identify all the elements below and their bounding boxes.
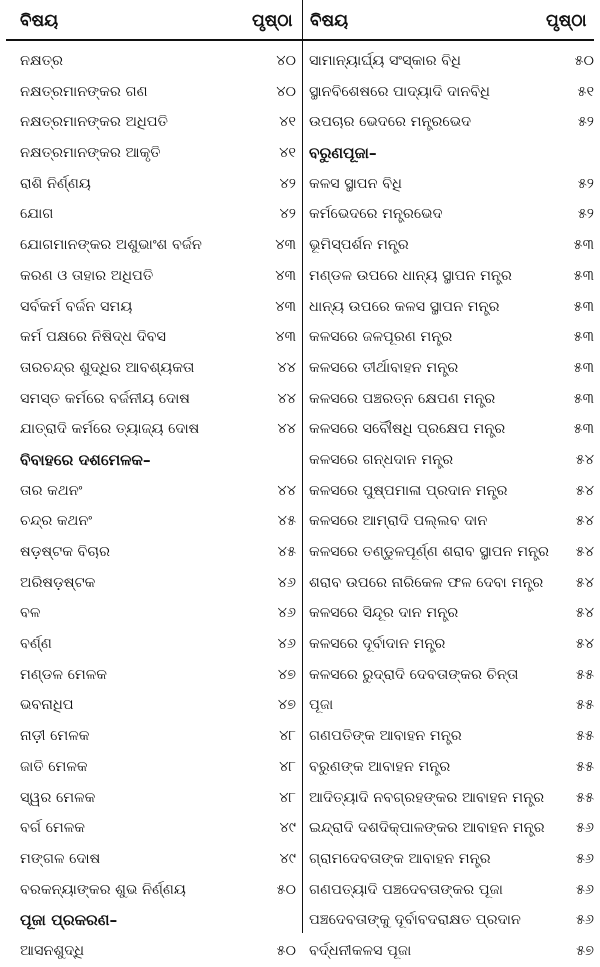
toc-entry-page: ୪୨ (279, 206, 296, 223)
toc-entry-page: ୫୪ (575, 636, 594, 653)
toc-entry-title: ଅରିଷଡ଼ଷ୍ଟକ (20, 574, 96, 591)
toc-entry (303, 506, 600, 537)
toc-entry-page: ୪୩ (275, 237, 296, 254)
toc-entry-page: ୪୪ (277, 359, 296, 376)
toc-entry-page: ୪୪ (277, 390, 296, 407)
toc-entry-page: ୪୦ (276, 83, 296, 100)
toc-section-heading (0, 905, 302, 936)
toc-entry (303, 905, 600, 936)
toc-entry-title: ମଙ୍ଗଳ ଦୋଷ (20, 850, 101, 867)
toc-entry (303, 322, 600, 353)
toc-entry-title: ବର୍ଣ୍ଣ (20, 636, 52, 653)
toc-entry-title: କଳସରେ ଆମ୍ରାଦି ପଲ୍ଲବ ଦାନ (309, 513, 488, 530)
toc-entry (303, 77, 600, 108)
toc-entry-title: ବରୁଣପୂଜା– (309, 144, 377, 163)
toc-entry-title: କଳସରେ ପଞ୍ଚରତ୍ନ କ୍ଷେପଣ ମନ୍ତ୍ର (309, 390, 496, 407)
toc-entry-title: କଳସରେ ସର୍ବୌଷଧି ପ୍ରକ୍ଷେପ ମନ୍ତ୍ର (309, 421, 506, 438)
toc-entry-title: ସ୍ଥାନବିଶେଷରେ ପାଦ୍ୟାଦି ଦାନବିଧି (309, 83, 490, 100)
toc-entry-title: ଜାତି ମେଳକ (20, 758, 88, 775)
toc-entry (0, 598, 302, 629)
toc-entry-title: ତାରଚନ୍ଦ୍ର ଶୁଦ୍ଧିର ଆବଶ୍ୟକତା (20, 359, 195, 376)
toc-entry-title: ଯୋଗ (20, 206, 54, 223)
toc-entry-title: ବିବାହରେ ଦଶମେଳକ– (20, 450, 151, 469)
toc-entry (0, 721, 302, 752)
toc-entry-page: ୫୫ (575, 789, 594, 806)
toc-entry-page: ୫୨ (577, 114, 594, 131)
toc-entry-title: ଷଡ଼ଷ୍ଟକ ବିଚାର (20, 544, 110, 560)
toc-entry-page: ୫୫ (575, 666, 594, 683)
toc-entry-title: ଗ୍ରାମଦେବତାଙ୍କ ଆବାହନ ମନ୍ତ୍ର (309, 850, 491, 867)
toc-entry-title: ନକ୍ଷତ୍ରମାନଙ୍କର ଆକୃତି (20, 145, 161, 162)
toc-entry-page: ୪୩ (275, 329, 296, 346)
page-heading-left: ପୃଷ୍ଠା (252, 11, 293, 31)
toc-entry-page: ୪୫ (277, 513, 296, 530)
toc-entry (0, 660, 302, 691)
toc-entry (0, 353, 302, 384)
toc-entry (303, 230, 600, 261)
toc-entry-title: ଧାନ୍ୟ ଉପରେ କଳସ ସ୍ଥାପନ ମନ୍ତ୍ର (309, 298, 500, 315)
toc-section-heading (0, 445, 302, 476)
toc-entry-page: ୫୪ (575, 574, 594, 591)
toc-entry-title: କଳସ ସ୍ଥାପନ ବିଧି (309, 175, 402, 192)
toc-entry (303, 169, 600, 200)
toc-entry (303, 752, 600, 783)
toc-entry-page: ୫୫ (575, 728, 594, 745)
toc-entry-page: ୫୦ (574, 53, 594, 69)
toc-entry (303, 721, 600, 752)
toc-entry (303, 537, 600, 568)
subject-heading-left: ବିଷୟ (20, 11, 59, 31)
toc-entry-page: ୫୪ (575, 605, 594, 622)
toc-entry (303, 690, 600, 721)
toc-entry-title: କଳସରେ ତଣ୍ଡୁଳପୂର୍ଣ୍ଣ ଶରାବ ସ୍ଥାପନ ମନ୍ତ୍ର (309, 544, 550, 560)
toc-entry-title: କଳସରେ ରୁଦ୍ରାଦି ଦେବତାଙ୍କର ଚିନ୍ତା (309, 666, 519, 683)
toc-section-heading (303, 138, 600, 169)
toc-entry-title: ଚନ୍ଦ୍ର କଥନଂ (20, 513, 93, 530)
toc-entry-title: ସର୍ବକର୍ମ ବର୍ଜନ ସମୟ (20, 298, 133, 315)
toc-entry-title: ପୂଜା (309, 697, 334, 714)
toc-entry-title: ଗଣପତ୍ୟାଦି ପଞ୍ଚଦେବତାଙ୍କର ପୂଜା (309, 881, 503, 898)
toc-entry-page: ୫୪ (575, 482, 594, 499)
right-column (303, 46, 600, 967)
toc-entry (0, 813, 302, 844)
toc-entry-title: ବର୍ଦ୍ଧନୀକଳସ ପୂଜା (309, 942, 412, 959)
toc-entry (303, 568, 600, 599)
toc-entry-page: ୪୭ (277, 697, 296, 714)
toc-entry-page: ୪୯ (279, 820, 296, 837)
toc-entry-title: ଭୂମିସ୍ପର୍ଶନ ମନ୍ତ୍ର (309, 237, 409, 254)
toc-entry-title: କରଣ ଓ ତାହାର ଅଧିପତି (20, 267, 154, 284)
toc-entry-page: ୫୭ (576, 942, 594, 959)
toc-entry-page: ୫୨ (577, 206, 594, 223)
toc-entry (303, 353, 600, 384)
toc-entry (0, 844, 302, 875)
toc-entry-title: କଳସରେ ଦୂର୍ବାଦାନ ମନ୍ତ୍ର (309, 636, 446, 653)
toc-entry-page: ୪୭ (277, 666, 296, 683)
toc-entry-title: ପୂଜା ପ୍ରକରଣ– (20, 911, 118, 930)
toc-entry (0, 292, 302, 323)
toc-entry-title: ବରକନ୍ୟାଙ୍କର ଶୁଭ ନିର୍ଣ୍ଣୟ (20, 881, 186, 898)
toc-entry-title: ସମସ୍ତ କର୍ମରେ ବର୍ଜନୀୟ ଦୋଷ (20, 390, 191, 407)
toc-entry (0, 384, 302, 415)
toc-entry-title: ମଣ୍ଡଳ ଉପରେ ଧାନ୍ୟ ସ୍ଥାପନ ମନ୍ତ୍ର (309, 267, 512, 284)
toc-entry (303, 476, 600, 507)
toc-entry-page: ୫୩ (573, 267, 594, 284)
toc-entry-title: ନକ୍ଷତ୍ରମାନଙ୍କର ଅଧିପତି (20, 114, 168, 131)
toc-entry-title: ପଞ୍ଚଦେବତାଙ୍କୁ ଦୂର୍ବାବଦରାକ୍ଷତ ପ୍ରଦାନ (309, 912, 521, 929)
toc-entry (303, 844, 600, 875)
toc-entry (303, 292, 600, 323)
toc-entry-title: କଳସରେ ପୁଷ୍ପମାଳା ପ୍ରଦାନ ମନ୍ତ୍ର (309, 482, 508, 499)
toc-entry-title: ଯାତ୍ରାଦି କର୍ମରେ ତ୍ୟାଜ୍ୟ ଦୋଷ (20, 421, 200, 438)
toc-entry-title: କର୍ମ ପକ୍ଷରେ ନିଷିଦ୍ଧ ଦିବସ (20, 329, 167, 346)
table-header (0, 8, 600, 34)
toc-entry (303, 107, 600, 138)
toc-entry-title: ଆସନଶୁଦ୍ଧି (20, 942, 85, 959)
toc-entry-page: ୫୫ (575, 758, 594, 775)
toc-entry (0, 199, 302, 230)
toc-entry (0, 107, 302, 138)
toc-entry-title: ନାଡ଼ୀ ମେଳକ (20, 728, 90, 745)
toc-entry (0, 690, 302, 721)
toc-entry-page: ୪୬ (277, 574, 296, 591)
toc-entry-page: ୪୦ (276, 53, 296, 69)
toc-entry (0, 322, 302, 353)
toc-entry (0, 261, 302, 292)
toc-entry-title: ଯୋଗମାନଙ୍କର ଅଶୁଭାଂଶ ବର୍ଜନ (20, 237, 202, 254)
subject-heading-right: ବିଷୟ (310, 11, 349, 31)
toc-entry (0, 629, 302, 660)
toc-entry-title: ରାଶି ନିର୍ଣ୍ଣୟ (20, 175, 91, 192)
toc-entry-title: ଶରାବ ଉପରେ ନାରିକେଳ ଫଳ ଦେବା ମନ୍ତ୍ର (309, 574, 544, 591)
toc-entry-page: ୪୬ (277, 605, 296, 622)
toc-entry (0, 414, 302, 445)
toc-entry (303, 598, 600, 629)
toc-entry-page: ୫୩ (573, 359, 594, 376)
toc-entry (0, 230, 302, 261)
toc-entry-page: ୫୦ (276, 881, 296, 898)
toc-entry (303, 783, 600, 814)
toc-entry-title: ବରୁଣଙ୍କ ଆବାହନ ମନ୍ତ୍ର (309, 758, 451, 775)
toc-entry-page: ୫୩ (573, 298, 594, 315)
toc-entry-page: ୫୪ (575, 513, 594, 530)
toc-entry-page: ୪୪ (277, 421, 296, 438)
toc-entry-title: ସାମାନ୍ୟାର୍ଘ୍ୟ ସଂସ୍କାର ବିଧି (309, 53, 461, 69)
toc-entry (303, 813, 600, 844)
toc-entry-page: ୫୨ (577, 175, 594, 192)
toc-entry-page: ୫୦ (276, 942, 296, 959)
toc-entry-page: ୫୪ (575, 451, 594, 468)
toc-entry-page: ୫୧ (577, 83, 594, 100)
toc-entry-title: ଭବନାଧିପ (20, 697, 74, 714)
toc-entry (303, 414, 600, 445)
toc-entry-page: ୫୫ (575, 697, 594, 714)
toc-entry-title: କଳସରେ ଜଳପୂରଣ ମନ୍ତ୍ର (309, 329, 453, 346)
toc-entry (0, 169, 302, 200)
toc-entry-page: ୫୬ (575, 820, 594, 837)
toc-entry (303, 629, 600, 660)
toc-entry-title: କଳସରେ ସିନ୍ଦୂର ଦାନ ମନ୍ତ୍ର (309, 605, 459, 622)
toc-entry (303, 445, 600, 476)
toc-entry (0, 476, 302, 507)
toc-entry (0, 875, 302, 906)
toc-entry (303, 46, 600, 77)
toc-entry (0, 783, 302, 814)
toc-entry (0, 506, 302, 537)
header-rule (6, 39, 594, 41)
toc-entry-title: କଳସରେ ଗନ୍ଧଦାନ ମନ୍ତ୍ର (309, 451, 454, 468)
toc-entry-title: ଉପଚାର ଭେଦରେ ମନ୍ତ୍ରଭେଦ (309, 114, 472, 131)
toc-entry (303, 875, 600, 906)
toc-entry-title: ବଳ (20, 605, 41, 622)
toc-entry (0, 77, 302, 108)
toc-entry (0, 46, 302, 77)
toc-entry-title: ଆଦିତ୍ୟାଦି ନବଗ୍ରହଙ୍କର ଆବାହନ ମନ୍ତ୍ର (309, 789, 545, 806)
toc-entry-page: ୪୧ (279, 145, 296, 162)
toc-entry-title: ତାର କଥନଂ (20, 482, 83, 499)
toc-entry-page: ୪୮ (279, 728, 296, 745)
toc-entry (303, 660, 600, 691)
toc-entry-page: ୫୩ (573, 237, 594, 254)
toc-entry-title: ବର୍ଗ ମେଳକ (20, 820, 85, 837)
toc-entry (0, 568, 302, 599)
toc-entry-page: ୫୩ (573, 329, 594, 346)
toc-entry (303, 384, 600, 415)
toc-entry (0, 138, 302, 169)
toc-entry (0, 537, 302, 568)
toc-entry-title: ସ୍ୱର ମେଳକ (20, 789, 96, 806)
toc-entry-page: ୪୪ (277, 482, 296, 499)
toc-entry-page: ୪୩ (275, 298, 296, 315)
toc-entry-page: ୫୬ (575, 850, 594, 867)
toc-entry-title: ଇନ୍ଦ୍ରାଦି ଦଶଦିକ୍‌ପାଳଙ୍କର ଆବାହନ ମନ୍ତ୍ର (309, 820, 545, 837)
toc-entry-page: ୪୨ (279, 175, 296, 192)
toc-entry-page: ୪୬ (277, 636, 296, 653)
toc-entry (303, 199, 600, 230)
toc-entry-page: ୪୩ (275, 267, 296, 284)
toc-entry-page: ୫୬ (575, 912, 594, 929)
toc-entry-page: ୫୩ (573, 390, 594, 407)
toc-entry-title: ଗଣପତିଙ୍କ ଆବାହନ ମନ୍ତ୍ର (309, 728, 462, 745)
toc-entry-page: ୪୯ (279, 850, 296, 867)
toc-entry-page: ୪୮ (279, 789, 296, 806)
toc-entry-page: ୫୩ (573, 421, 594, 438)
toc-entry-title: କର୍ମଭେଦରେ ମନ୍ତ୍ରଭେଦ (309, 206, 443, 223)
toc-entry-title: କଳସରେ ତୀର୍ଥାବାହନ ମନ୍ତ୍ର (309, 359, 459, 376)
toc-entry-title: ମଣ୍ଡଳ ମେଳକ (20, 666, 107, 683)
toc-entry-page: ୫୪ (575, 544, 594, 560)
toc-entry-title: ନକ୍ଷତ୍ରମାନଙ୍କର ଗଣ (20, 83, 148, 100)
toc-entry-page: ୪୫ (277, 544, 296, 560)
left-column (0, 46, 302, 967)
toc-entry-page: ୪୮ (279, 758, 296, 775)
toc-entry-page: ୪୧ (279, 114, 296, 131)
toc-entry (0, 752, 302, 783)
page-heading-right: ପୃଷ୍ଠା (546, 11, 587, 31)
toc-entry-page: ୫୬ (575, 881, 594, 898)
toc-entry (303, 261, 600, 292)
toc-entry (0, 936, 302, 967)
toc-entry (303, 936, 600, 967)
toc-entry-title: ନକ୍ଷତ୍ର (20, 53, 64, 69)
